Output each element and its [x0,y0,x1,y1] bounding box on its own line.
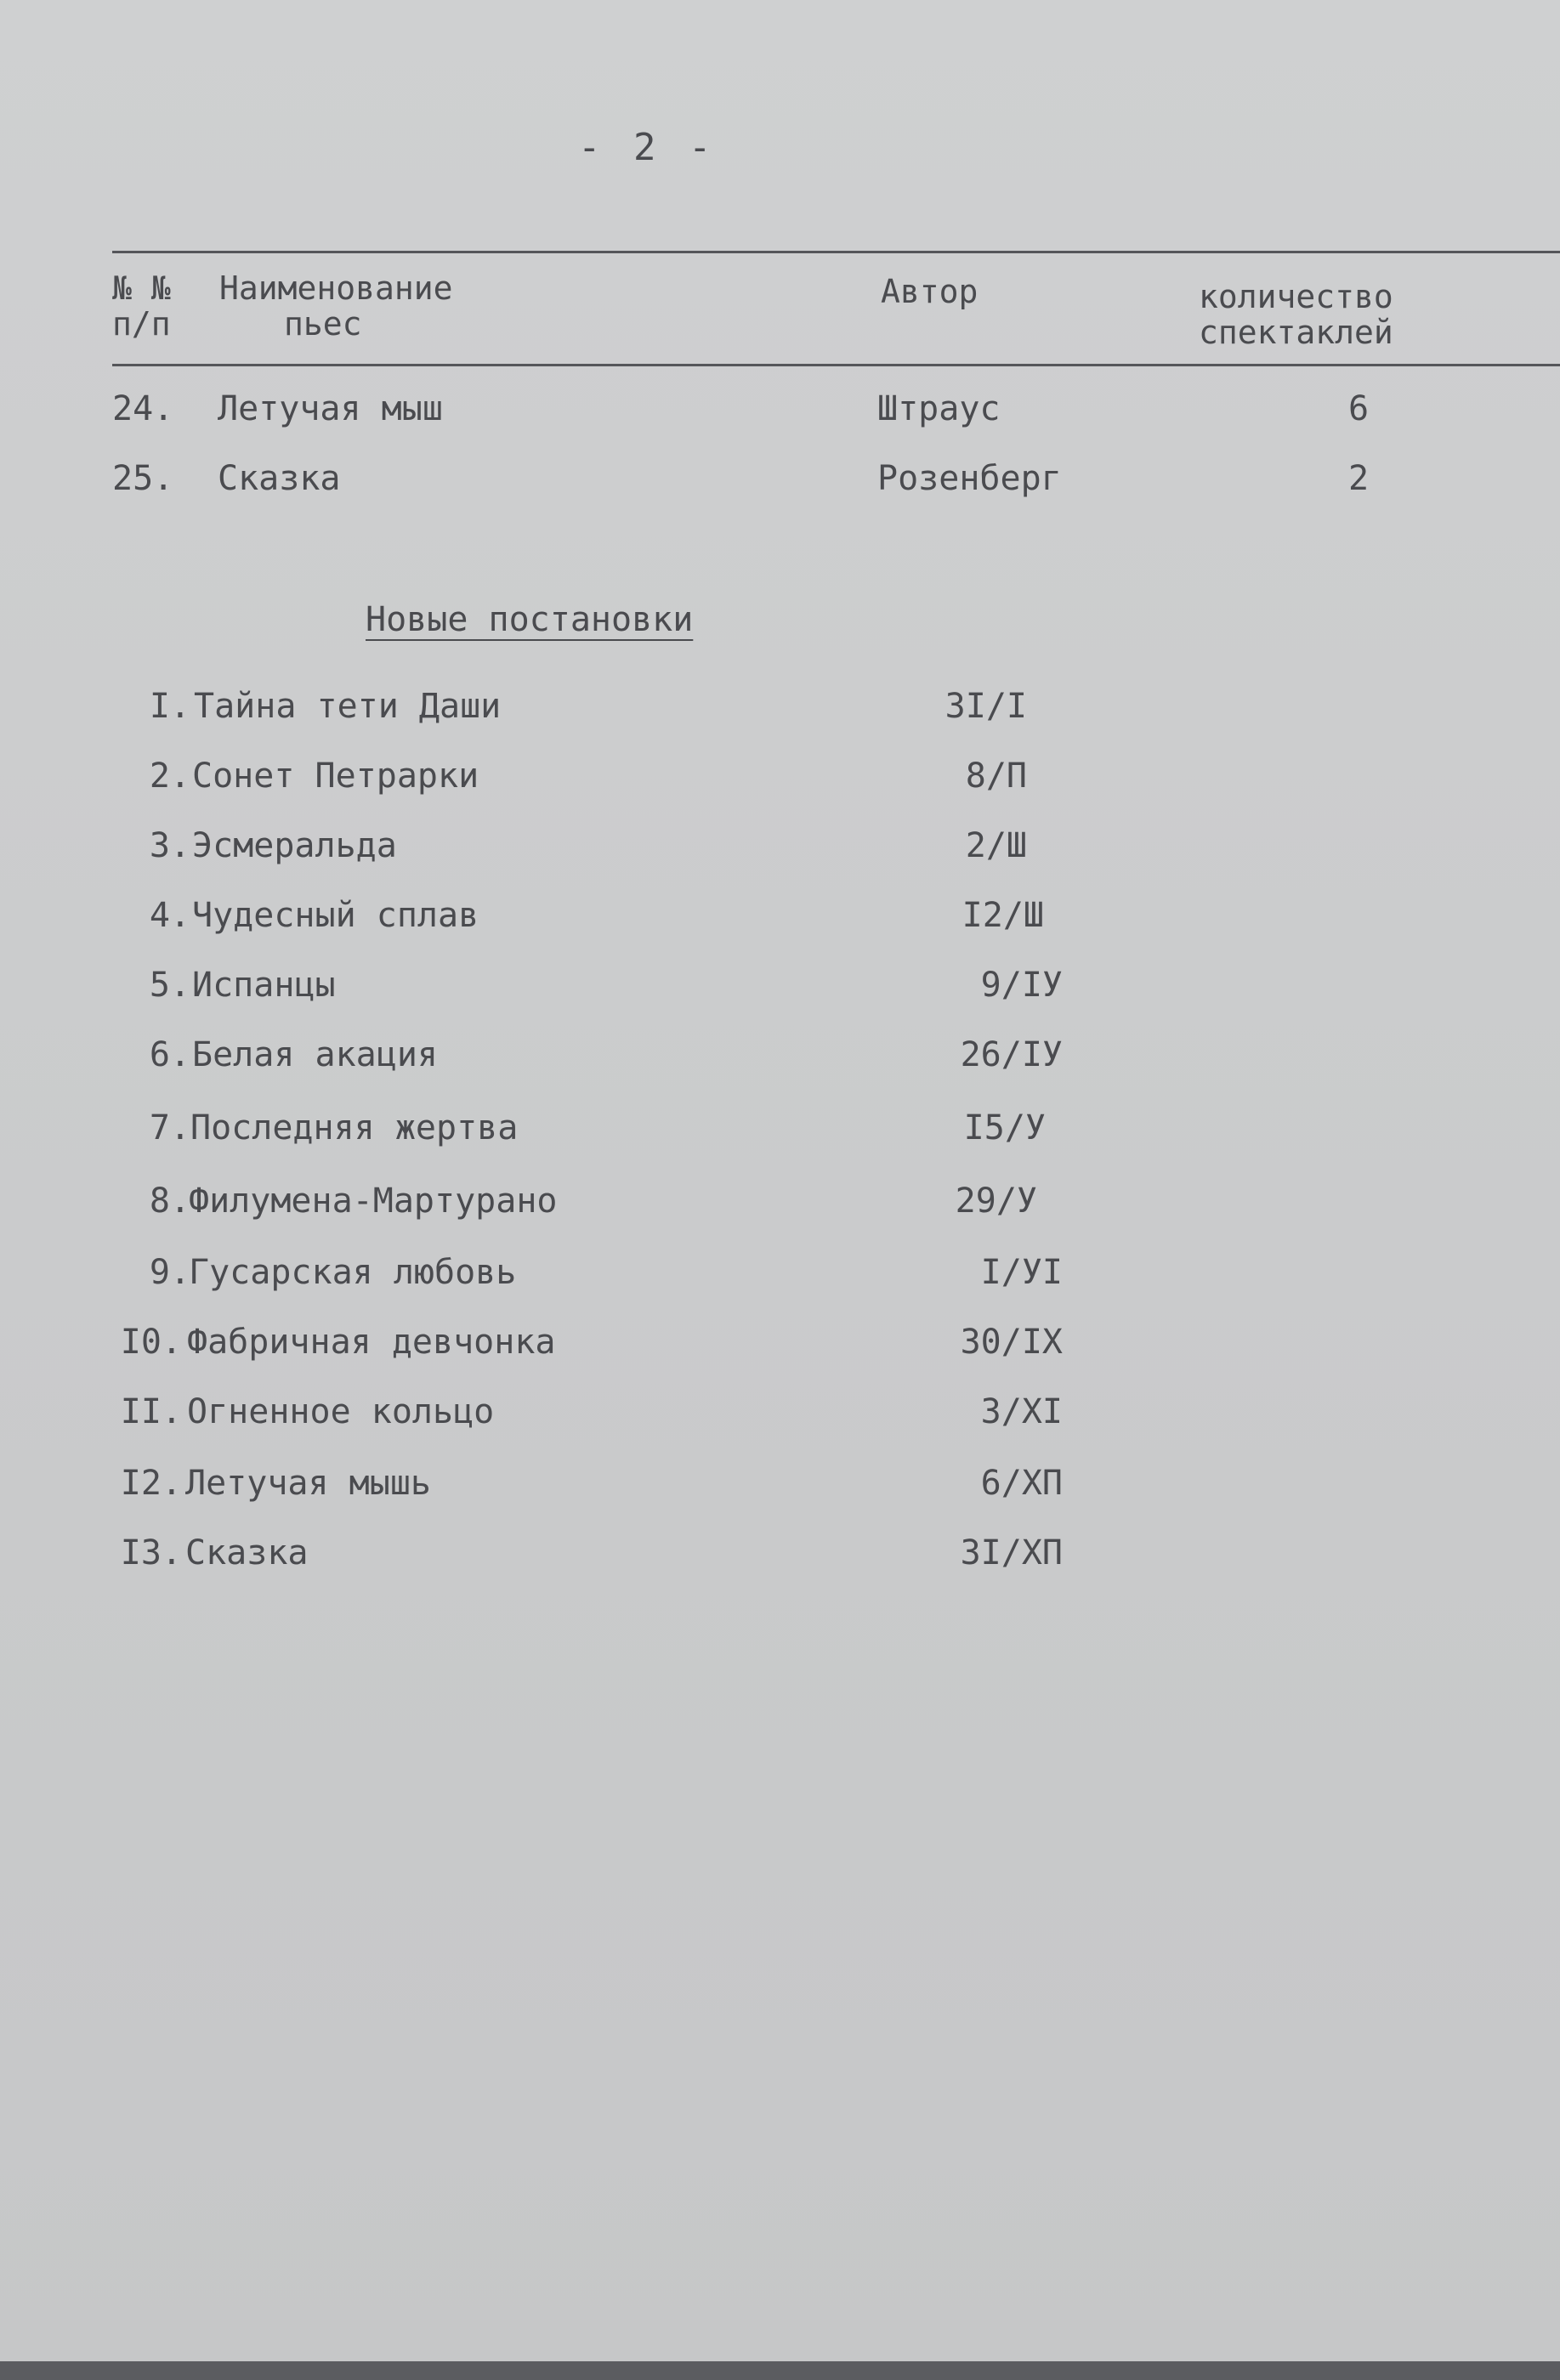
item-title: Тайна тети Даши [194,687,502,726]
row-count: 2 [1348,459,1370,498]
item-title: Летучая мышь [185,1464,431,1503]
item-number: I. [149,687,190,726]
item-date: 26/IУ [960,1035,1063,1074]
row-count: 6 [1348,389,1370,428]
item-number: I3. [120,1533,182,1572]
header-number [112,270,171,342]
list-item [0,826,1560,869]
table-row [0,389,1560,432]
item-number: II. [120,1392,182,1431]
item-date: 3I/I [945,687,1027,726]
list-item [0,756,1560,799]
item-title: Последняя жертва [190,1108,519,1148]
section-title: Новые постановки [366,600,694,639]
item-number: 9. [149,1253,190,1292]
list-item [0,1035,1560,1078]
item-date: 8/П [965,756,1027,796]
item-number: 2. [149,756,190,796]
item-date: 30/IX [960,1323,1063,1362]
header-count-line1: количество [1199,278,1393,315]
list-item [0,1182,1560,1224]
table-top-rule [112,251,1560,253]
item-title: Филумена-Мартурано [189,1182,558,1221]
row-number: 24. [112,389,174,428]
item-date: 6/XП [980,1464,1063,1503]
table-header-rule [112,364,1560,366]
item-number: I2. [120,1464,182,1503]
item-title: Сказка [185,1533,309,1572]
header-name-line2: пьес [284,305,362,343]
item-title: Фабричная девчонка [187,1323,556,1362]
item-date: 9/IУ [980,966,1063,1005]
item-number: 7. [149,1108,190,1148]
item-date: I/УI [980,1253,1063,1292]
item-number: I0. [120,1323,182,1362]
row-title: Летучая мыш [218,389,443,428]
item-date: 29/У [955,1182,1037,1221]
item-date: 3I/XП [960,1533,1063,1572]
header-number-line2: п/п [112,305,171,343]
item-date: I2/Ш [962,896,1044,935]
item-title: Эсмеральда [192,826,397,865]
item-title: Чудесный сплав [192,896,479,935]
row-number: 25. [112,459,174,498]
list-item [0,1392,1560,1435]
header-number-line1: № № [112,269,171,307]
list-item [0,1533,1560,1576]
header-count [1199,279,1393,350]
list-item [0,1464,1560,1506]
list-item [0,966,1560,1008]
header-name-line1: Наименование [219,269,453,307]
item-date: 3/XI [980,1392,1063,1431]
item-title: Гусарская любовь [189,1253,517,1292]
list-item [0,1253,1560,1295]
item-title: Огненное кольцо [187,1392,495,1431]
list-item [0,1323,1560,1365]
list-item [0,1108,1560,1151]
item-date: I5/У [963,1108,1046,1148]
item-title: Белая акация [192,1035,438,1074]
list-item [0,896,1560,938]
list-item [0,687,1560,729]
item-title: Сонет Петрарки [192,756,479,796]
item-date: 2/Ш [965,826,1027,865]
header-name [219,270,453,342]
header-count-line2: спектаклей [1199,314,1393,351]
page-number: - 2 - [578,126,717,169]
row-author: Розенберг [877,459,1062,498]
scan-bottom-edge [0,2361,1560,2380]
header-author: Автор [881,273,979,310]
item-title: Испанцы [192,966,336,1005]
item-number: 4. [149,896,190,935]
item-number: 3. [149,826,190,865]
row-title: Сказка [218,459,341,498]
item-number: 5. [149,966,190,1005]
table-row [0,459,1560,502]
item-number: 8. [149,1182,190,1221]
item-number: 6. [149,1035,190,1074]
row-author: Штраус [877,389,1001,428]
